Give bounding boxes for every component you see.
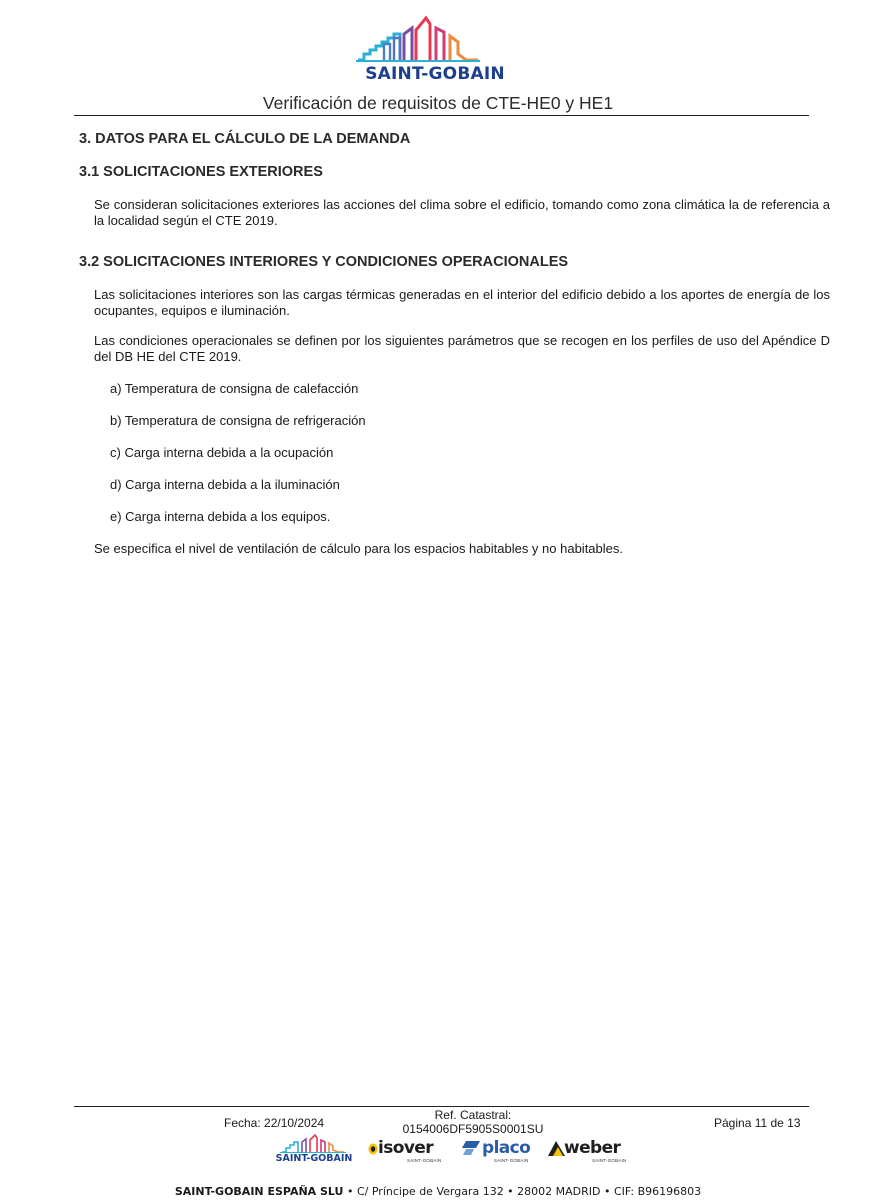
saint-gobain-footer-wordmark: SAINT-GOBAIN bbox=[275, 1153, 353, 1164]
section-title: 3. DATOS PARA EL CÁLCULO DE LA DEMANDA bbox=[79, 131, 411, 147]
footer-date: Fecha: 22/10/2024 bbox=[224, 1116, 325, 1130]
paragraph-condiciones: Las condiciones operacionales se definen por los siguientes parámetros que se recogen en los perfiles de uso del Apéndice D del DB HE del CTE 2019. bbox=[94, 333, 830, 364]
saint-gobain-wordmark: SAINT-GOBAIN bbox=[365, 64, 505, 84]
list-item: c) Carga interna debida a la ocupación bbox=[110, 445, 334, 460]
paragraph-interiores: Las solicitaciones interiores son las cargas térmicas generadas en el interior del edificio debido a los aportes de energía de los ocupantes, equipos e iluminación. bbox=[94, 287, 830, 318]
list-item: e) Carga interna debida a los equipos. bbox=[110, 509, 331, 524]
ref-label: Ref. Catastral: bbox=[434, 1108, 512, 1122]
legal-company: SAINT-GOBAIN ESPAÑA SLU bbox=[174, 1185, 344, 1198]
list-item: a) Temperatura de consigna de calefacción bbox=[110, 381, 359, 396]
legal-cif: • CIF: B96196803 bbox=[604, 1185, 702, 1198]
isover-wordmark: isover bbox=[378, 1138, 434, 1158]
paragraph-ventilacion: Se especifica el nivel de ventilación de cálculo para los espacios habitables y no habitables. bbox=[94, 541, 623, 556]
weber-logo bbox=[548, 1138, 630, 1164]
paragraph-exteriores: Se consideran solicitaciones exteriores las acciones del clima sobre el edificio, tomando como zona climática la de referencia a la localidad según el CTE 2019. bbox=[94, 197, 830, 228]
placo-mark-icon bbox=[462, 1141, 482, 1157]
legal-address: • C/ Príncipe de Vergara 132 • 28002 MADRID bbox=[346, 1185, 601, 1198]
isover-dot-icon bbox=[368, 1142, 378, 1156]
isover-logo bbox=[368, 1138, 444, 1164]
placo-sub: SAINT-GOBAIN bbox=[494, 1158, 529, 1163]
list-item: d) Carga interna debida a la iluminación bbox=[110, 477, 340, 492]
subsection-title-exteriores: 3.1 SOLICITACIONES EXTERIORES bbox=[79, 164, 323, 180]
ref-value: 0154006DF5905S0001SU bbox=[402, 1122, 544, 1136]
footer-page-number: Página 11 de 13 bbox=[714, 1116, 801, 1130]
placo-wordmark: placo bbox=[482, 1138, 531, 1158]
skyline-icon bbox=[350, 14, 520, 66]
legal-line bbox=[0, 1185, 876, 1198]
skyline-icon bbox=[272, 1134, 356, 1154]
saint-gobain-logo bbox=[350, 14, 520, 86]
isover-sub: SAINT-GOBAIN bbox=[407, 1158, 442, 1163]
subsection-title-interiores: 3.2 SOLICITACIONES INTERIORES Y CONDICIONES OPERACIONALES bbox=[79, 254, 569, 270]
document-title: Verificación de requisitos de CTE-HE0 y HE1 bbox=[262, 93, 614, 113]
footer-reference bbox=[395, 1108, 551, 1136]
placo-logo bbox=[462, 1138, 536, 1164]
header-divider bbox=[74, 115, 809, 116]
list-item: b) Temperatura de consigna de refrigeración bbox=[110, 413, 366, 428]
saint-gobain-footer-logo bbox=[272, 1134, 356, 1166]
footer-divider bbox=[74, 1106, 809, 1107]
weber-wordmark: weber bbox=[564, 1138, 621, 1158]
weber-sub: SAINT-GOBAIN bbox=[592, 1158, 627, 1163]
